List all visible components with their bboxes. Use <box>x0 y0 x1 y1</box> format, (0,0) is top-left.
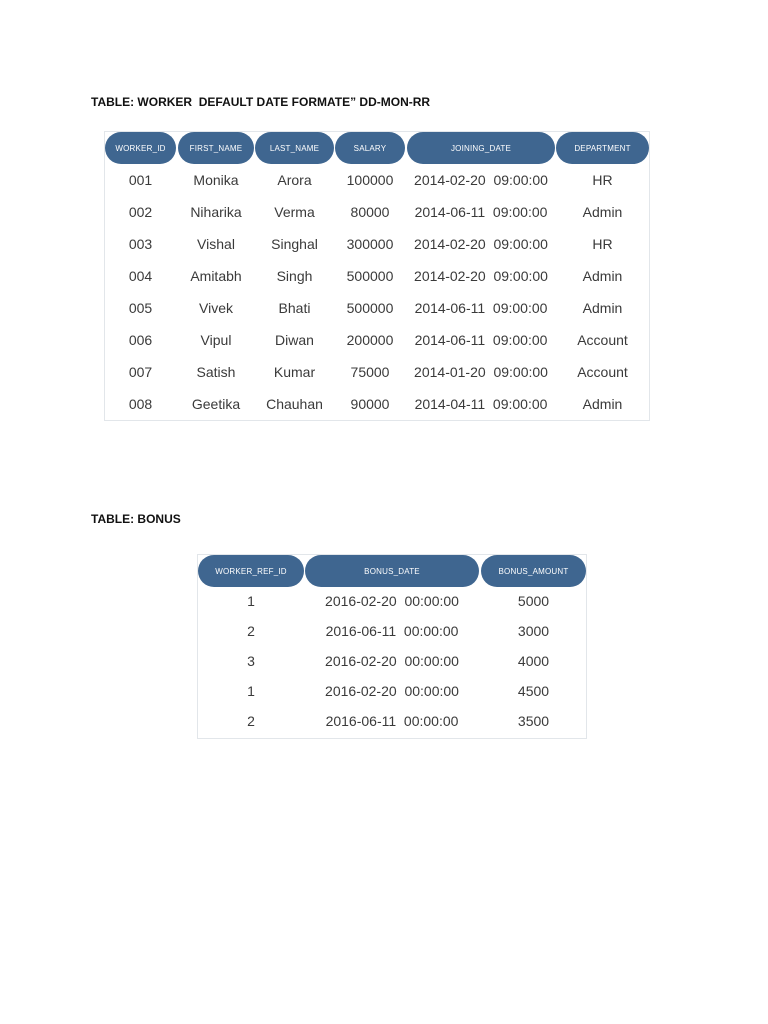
cell-joining-date: 2014-06-11 09:00:00 <box>414 204 548 220</box>
table-row <box>105 164 649 196</box>
cell-bonus-amount: 3000 <box>517 623 550 639</box>
cell-worker-id: 006 <box>128 332 153 348</box>
cell-bonus-date: 2016-06-11 00:00:00 <box>325 623 459 639</box>
cell-last-name: Chauhan <box>266 396 323 412</box>
table-row <box>105 388 649 420</box>
cell-worker-id: 002 <box>128 204 153 220</box>
column-header-bonus-amount: BONUS_AMOUNT <box>481 555 586 587</box>
table-row <box>198 586 586 616</box>
cell-joining-date: 2014-04-11 09:00:00 <box>414 396 548 412</box>
cell-bonus-date: 2016-06-11 00:00:00 <box>325 713 459 729</box>
cell-joining-date: 2014-02-20 09:00:00 <box>414 268 548 284</box>
cell-department: Admin <box>582 396 623 412</box>
table-row <box>198 646 586 676</box>
column-header-joining-date: JOINING_DATE <box>407 132 555 164</box>
bonus-table-title: TABLE: BONUS <box>91 512 181 526</box>
cell-last-name: Kumar <box>273 364 316 380</box>
cell-bonus-amount: 5000 <box>517 593 550 609</box>
table-row <box>105 260 649 292</box>
cell-salary: 200000 <box>346 332 394 348</box>
table-row <box>198 706 586 736</box>
cell-worker-id: 008 <box>128 396 153 412</box>
cell-first-name: Niharika <box>190 204 242 220</box>
cell-department: Admin <box>582 300 623 316</box>
cell-worker-id: 004 <box>128 268 153 284</box>
column-header-last-name: LAST_NAME <box>255 132 334 164</box>
cell-worker-ref-id: 1 <box>247 683 255 699</box>
table-row <box>105 324 649 356</box>
table-row <box>105 356 649 388</box>
cell-first-name: Vivek <box>199 300 233 316</box>
cell-bonus-amount: 4500 <box>517 683 550 699</box>
column-header-salary: SALARY <box>335 132 405 164</box>
cell-last-name: Diwan <box>275 332 314 348</box>
cell-joining-date: 2014-02-20 09:00:00 <box>414 236 548 252</box>
cell-department: Admin <box>582 204 623 220</box>
cell-bonus-date: 2016-02-20 00:00:00 <box>325 593 459 609</box>
cell-first-name: Amitabh <box>190 268 242 284</box>
bonus-table-header <box>198 555 586 587</box>
column-header-worker-id: WORKER_ID <box>105 132 176 164</box>
cell-department: HR <box>592 172 613 188</box>
worker-table-title: TABLE: WORKER DEFAULT DATE FORMATE” DD-MON-RR <box>91 95 431 109</box>
cell-bonus-date: 2016-02-20 00:00:00 <box>325 683 459 699</box>
cell-department: Admin <box>582 268 623 284</box>
column-header-worker-ref-id: WORKER_REF_ID <box>198 555 304 587</box>
cell-first-name: Geetika <box>191 396 241 412</box>
cell-salary: 80000 <box>350 204 390 220</box>
table-row <box>198 616 586 646</box>
cell-last-name: Singhal <box>271 236 318 252</box>
cell-joining-date: 2014-06-11 09:00:00 <box>414 332 548 348</box>
cell-salary: 75000 <box>350 364 390 380</box>
cell-salary: 500000 <box>346 268 394 284</box>
cell-first-name: Satish <box>196 364 236 380</box>
cell-first-name: Vishal <box>197 236 235 252</box>
cell-salary: 500000 <box>346 300 394 316</box>
cell-worker-id: 007 <box>128 364 153 380</box>
cell-bonus-amount: 4000 <box>517 653 550 669</box>
cell-salary: 100000 <box>346 172 394 188</box>
column-header-first-name: FIRST_NAME <box>178 132 254 164</box>
cell-worker-ref-id: 1 <box>247 593 255 609</box>
table-row <box>105 196 649 228</box>
cell-first-name: Monika <box>193 172 239 188</box>
cell-worker-ref-id: 3 <box>247 653 255 669</box>
column-header-bonus-date: BONUS_DATE <box>305 555 479 587</box>
table-row <box>105 292 649 324</box>
cell-department: Account <box>577 364 628 380</box>
cell-first-name: Vipul <box>200 332 232 348</box>
cell-last-name: Bhati <box>278 300 311 316</box>
worker-table-header <box>105 132 649 164</box>
cell-worker-ref-id: 2 <box>247 623 255 639</box>
cell-bonus-amount: 3500 <box>517 713 550 729</box>
column-header-department: DEPARTMENT <box>556 132 649 164</box>
bonus-table <box>197 554 587 739</box>
cell-salary: 300000 <box>346 236 394 252</box>
cell-bonus-date: 2016-02-20 00:00:00 <box>325 653 459 669</box>
cell-joining-date: 2014-02-20 09:00:00 <box>414 172 548 188</box>
cell-worker-id: 005 <box>128 300 153 316</box>
table-row <box>105 228 649 260</box>
cell-joining-date: 2014-01-20 09:00:00 <box>414 364 548 380</box>
cell-salary: 90000 <box>350 396 390 412</box>
worker-table <box>104 131 650 421</box>
cell-last-name: Arora <box>277 172 312 188</box>
cell-department: HR <box>592 236 613 252</box>
table-row <box>198 676 586 706</box>
cell-worker-id: 003 <box>128 236 153 252</box>
cell-last-name: Verma <box>274 204 315 220</box>
cell-worker-ref-id: 2 <box>247 713 255 729</box>
cell-last-name: Singh <box>276 268 313 284</box>
cell-department: Account <box>577 332 628 348</box>
cell-worker-id: 001 <box>128 172 153 188</box>
cell-joining-date: 2014-06-11 09:00:00 <box>414 300 548 316</box>
